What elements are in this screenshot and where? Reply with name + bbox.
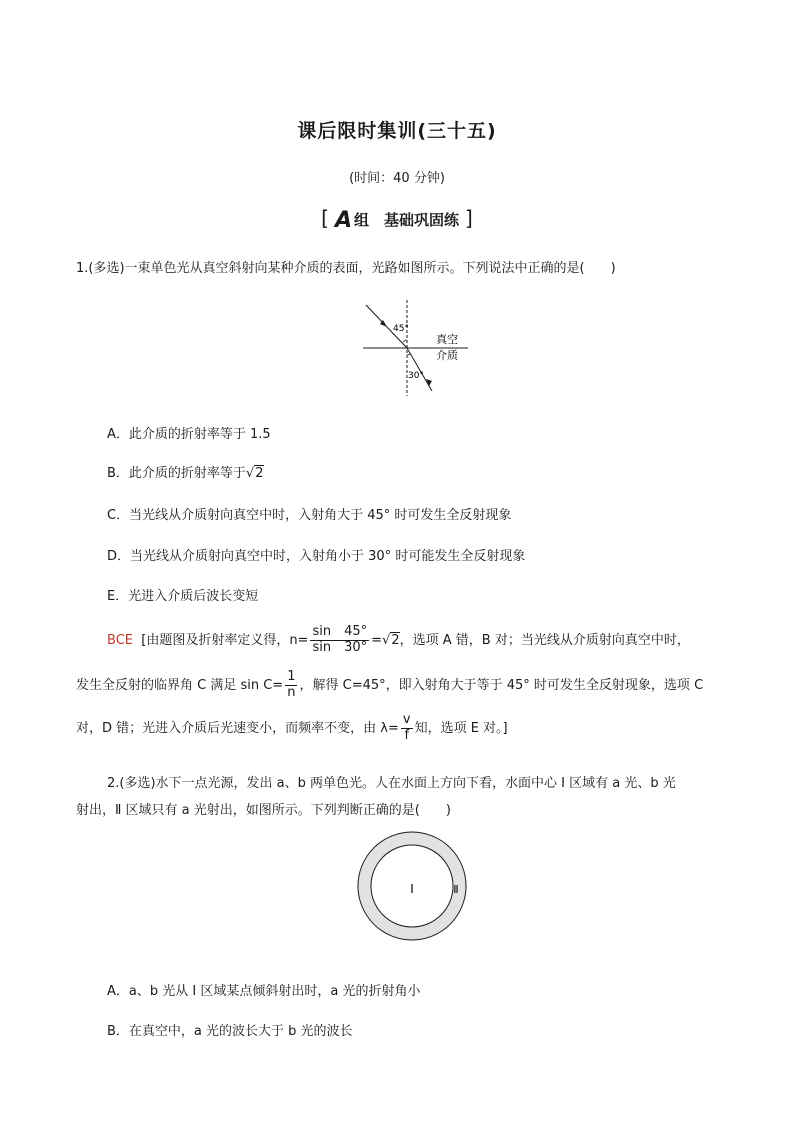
q1-option-a: A．此介质的折射率等于 1.5 bbox=[107, 427, 271, 442]
q1-option-b: B．此介质的折射率等于√2 bbox=[107, 466, 264, 481]
region-ii-label: Ⅱ bbox=[453, 883, 459, 896]
sqrt-2: √2 bbox=[245, 466, 264, 481]
refracted-ray bbox=[407, 348, 432, 391]
group-letter: A bbox=[334, 208, 352, 233]
bracket-close: ] bbox=[465, 206, 473, 230]
page-title: 课后限时集训(三十五) bbox=[297, 120, 497, 142]
angle-bottom-label: 30° bbox=[408, 371, 424, 381]
q1-option-e: E．光进入介质后波长变短 bbox=[107, 589, 259, 604]
q2-stem-line1: 2.(多选)水下一点光源，发出 a、b 两单色光。人在水面上方向下看，水面中心 Ⅰ 区域有 a 光、b 光 bbox=[107, 776, 676, 791]
q2-stem-line2: 射出，Ⅱ 区域只有 a 光射出，如图所示。下列判断正确的是( ) bbox=[76, 803, 451, 818]
angle-arc-bottom bbox=[407, 354, 410, 355]
fraction-v-f: $\frac{v}{f}$ bbox=[402, 712, 411, 743]
q1-option-d: D．当光线从介质射向真空中时，入射角小于 30° 时可能发生全反射现象 bbox=[107, 549, 526, 564]
group-title: 组 基础巩固练 bbox=[354, 211, 460, 229]
q1-answer-line2: 发生全反射的临界角 C 满足 sin C= $\frac{1}{n}$ ，解得 C=45°，即入射角大于等于 45° 时可发生全反射现象，选项 C bbox=[76, 669, 704, 700]
bracket-open: [ bbox=[321, 206, 329, 230]
q1-refraction-figure bbox=[360, 298, 470, 398]
q1-stem: 1.(多选)一束单色光从真空斜射向某种介质的表面，光路如图所示。下列说法中正确的是( ) bbox=[76, 261, 616, 276]
vacuum-label: 真空 bbox=[436, 333, 458, 346]
region-i-label: Ⅰ bbox=[410, 882, 414, 896]
q2-option-a: A．a、b 光从 Ⅰ 区域某点倾斜射出时，a 光的折射角小 bbox=[107, 984, 421, 999]
q1-option-c: C．当光线从介质射向真空中时，入射角大于 45° 时可发生全反射现象 bbox=[107, 508, 512, 523]
q2-option-b: B．在真空中，a 光的波长大于 b 光的波长 bbox=[107, 1024, 353, 1039]
angle-arc-top bbox=[403, 340, 407, 342]
fraction-1-n: $\frac{1}{n}$ bbox=[287, 669, 296, 700]
fraction-sin: $\frac{\sin 45^\circ}{\sin 30^\circ}$ bbox=[312, 624, 368, 655]
medium-label: 介质 bbox=[436, 349, 458, 362]
time-note: (时间：40 分钟) bbox=[349, 171, 445, 186]
q2-circle-figure bbox=[352, 826, 472, 946]
group-header bbox=[0, 206, 794, 233]
q1-answer-line3: 对，D 错；光进入介质后光速变小，而频率不变，由 λ= $\frac{v}{f}$ 知，选项 E 对。] bbox=[76, 712, 508, 743]
angle-top-label: 45° bbox=[393, 324, 409, 334]
q1-answer-line1: BCE [由题图及折射率定义得，n= $\frac{\sin 45^\circ}{\sin 30^\circ}$ =√2，选项 A 错，B 对；当光线从介质射向真空中时， bbox=[107, 624, 690, 655]
answer-key: BCE bbox=[107, 632, 133, 648]
